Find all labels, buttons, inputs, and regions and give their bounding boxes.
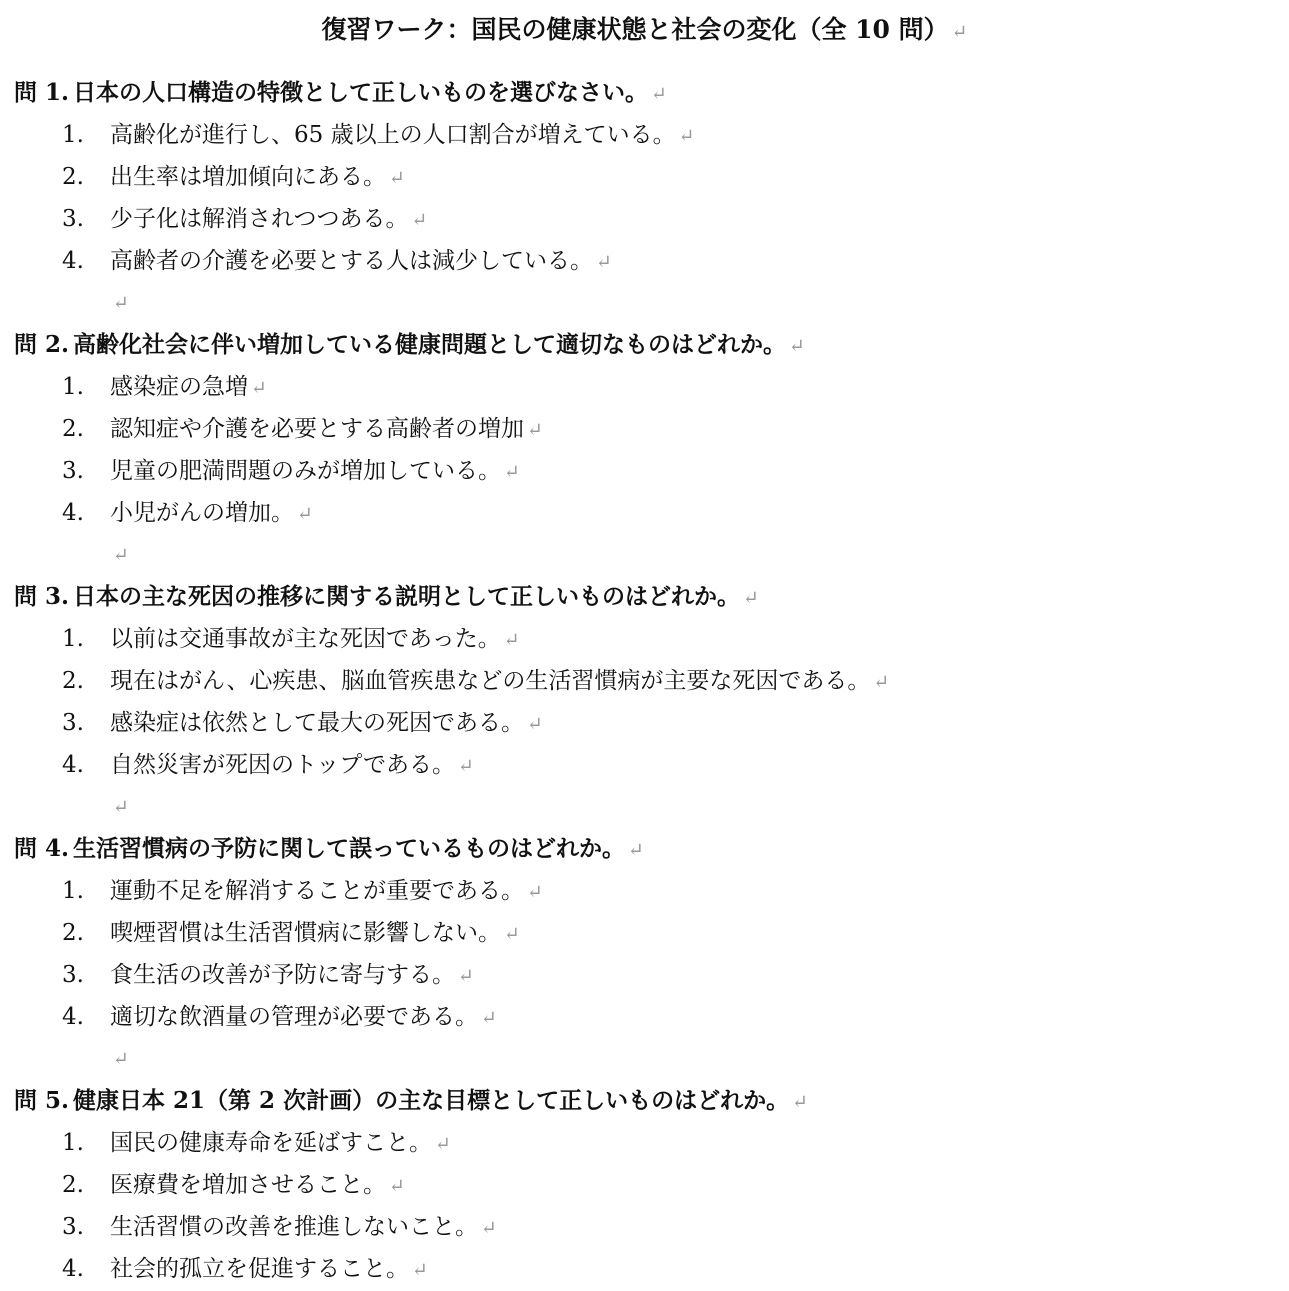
paragraph-mark-icon: ↵ <box>458 755 474 777</box>
question-1-options <box>14 114 1274 282</box>
question-1-prompt <box>14 72 1274 114</box>
option-text: 少子化は解消されつつある。 <box>110 206 409 232</box>
question-text: 日本の主な死因の推移に関する説明として正しいものはどれか。 <box>73 583 741 610</box>
paragraph-mark-icon: ↵ <box>792 1091 808 1113</box>
paragraph-mark-icon: ↵ <box>951 21 968 43</box>
option-text: 国民の健康寿命を延ばすこと。 <box>110 1130 432 1156</box>
option-number: 2. <box>62 668 84 694</box>
question-3-prompt <box>14 576 1274 618</box>
option-item <box>14 744 1274 786</box>
option-number: 1. <box>62 374 84 400</box>
question-2-options <box>14 366 1274 534</box>
paragraph-mark-icon: ↵ <box>113 796 129 818</box>
option-item <box>14 660 1274 702</box>
option-item <box>14 702 1274 744</box>
paragraph-mark-icon: ↵ <box>389 167 405 189</box>
paragraph-mark-icon: ↵ <box>651 83 667 105</box>
paragraph-mark-icon: ↵ <box>435 1133 451 1155</box>
question-3-options <box>14 618 1274 786</box>
question-4 <box>14 828 1274 1080</box>
question-number: 問 1. <box>14 79 70 106</box>
question-number: 問 5. <box>14 1087 70 1114</box>
option-item <box>14 870 1274 912</box>
empty-paragraph <box>14 282 1274 324</box>
paragraph-mark-icon: ↵ <box>527 881 543 903</box>
paragraph-mark-icon: ↵ <box>873 671 890 693</box>
option-number: 2. <box>62 1172 84 1198</box>
question-5-options <box>14 1122 1274 1290</box>
question-text: 日本の人口構造の特徴として正しいものを選びなさい。 <box>73 79 649 106</box>
empty-paragraph <box>14 1038 1274 1080</box>
option-item <box>14 492 1274 534</box>
option-item <box>14 408 1274 450</box>
paragraph-mark-icon: ↵ <box>297 503 313 525</box>
question-text: 高齢化社会に伴い増加している健康問題として適切なものはどれか。 <box>73 331 787 358</box>
option-text: 高齢化が進行し、65 歳以上の人口割合が増えている。 <box>110 122 676 148</box>
option-number: 4. <box>62 1004 84 1030</box>
option-text: 高齢者の介護を必要とする人は減少している。 <box>110 248 593 274</box>
option-number: 3. <box>62 962 84 988</box>
option-number: 3. <box>62 1214 84 1240</box>
paragraph-mark-icon: ↵ <box>412 1259 428 1281</box>
option-number: 4. <box>62 248 84 274</box>
option-item <box>14 156 1274 198</box>
worksheet-title-text: 復習ワーク：国民の健康状態と社会の変化（全 10 問） <box>321 15 949 44</box>
paragraph-mark-icon: ↵ <box>481 1007 497 1029</box>
paragraph-mark-icon: ↵ <box>411 209 428 231</box>
question-number: 問 4. <box>14 835 70 862</box>
option-number: 3. <box>62 710 84 736</box>
option-item <box>14 912 1274 954</box>
option-item <box>14 1122 1274 1164</box>
option-text: 自然災害が死因のトップである。 <box>110 752 455 778</box>
option-text: 喫煙習慣は生活習慣病に影響しない。 <box>110 920 501 946</box>
question-number: 問 2. <box>14 331 70 358</box>
paragraph-mark-icon: ↵ <box>251 377 267 399</box>
option-item <box>14 240 1274 282</box>
question-2 <box>14 324 1274 576</box>
option-number: 3. <box>62 458 84 484</box>
option-number: 2. <box>62 164 84 190</box>
paragraph-mark-icon: ↵ <box>504 461 520 483</box>
paragraph-mark-icon: ↵ <box>678 125 695 147</box>
paragraph-mark-icon: ↵ <box>527 713 543 735</box>
option-number: 3. <box>62 206 84 232</box>
option-text: 社会的孤立を促進すること。 <box>110 1256 409 1282</box>
option-text: 感染症は依然として最大の死因である。 <box>110 710 524 736</box>
option-number: 2. <box>62 416 84 442</box>
option-item <box>14 450 1274 492</box>
worksheet-title <box>0 12 1289 50</box>
question-2-prompt <box>14 324 1274 366</box>
question-text: 生活習慣病の予防に関して誤っているものはどれか。 <box>73 835 626 862</box>
option-number: 1. <box>62 1130 84 1156</box>
question-text: 健康日本 21（第 2 次計画）の主な目標として正しいものはどれか。 <box>73 1087 790 1114</box>
option-number: 2. <box>62 920 84 946</box>
option-text: 出生率は増加傾向にある。 <box>110 164 386 190</box>
option-text: 医療費を増加させること。 <box>110 1172 386 1198</box>
option-text: 現在はがん、心疾患、脳血管疾患などの生活習慣病が主要な死因である。 <box>110 668 871 694</box>
paragraph-mark-icon: ↵ <box>113 292 129 314</box>
option-text: 児童の肥満問題のみが増加している。 <box>110 458 501 484</box>
option-text: 生活習慣の改善を推進しないこと。 <box>110 1214 478 1240</box>
paragraph-mark-icon: ↵ <box>628 839 644 861</box>
paragraph-mark-icon: ↵ <box>596 251 612 273</box>
empty-paragraph <box>14 786 1274 828</box>
option-number: 4. <box>62 1256 84 1282</box>
paragraph-mark-icon: ↵ <box>503 629 520 651</box>
option-item <box>14 996 1274 1038</box>
paragraph-mark-icon: ↵ <box>113 1048 129 1070</box>
paragraph-mark-icon: ↵ <box>458 965 474 987</box>
option-text: 食生活の改善が予防に寄与する。 <box>110 962 455 988</box>
option-text: 適切な飲酒量の管理が必要である。 <box>110 1004 478 1030</box>
option-number: 4. <box>62 752 84 778</box>
paragraph-mark-icon: ↵ <box>743 587 759 609</box>
option-text: 運動不足を解消することが重要である。 <box>110 878 524 904</box>
option-item <box>14 1206 1274 1248</box>
option-text: 小児がんの増加。 <box>110 500 294 526</box>
question-list <box>14 72 1274 1290</box>
question-5-prompt <box>14 1080 1274 1122</box>
question-5 <box>14 1080 1274 1290</box>
option-item <box>14 618 1274 660</box>
option-number: 1. <box>62 626 84 652</box>
option-item <box>14 1248 1274 1290</box>
option-item <box>14 114 1274 156</box>
question-4-options <box>14 870 1274 1038</box>
paragraph-mark-icon: ↵ <box>113 544 129 566</box>
option-number: 1. <box>62 878 84 904</box>
option-number: 4. <box>62 500 84 526</box>
paragraph-mark-icon: ↵ <box>789 335 805 357</box>
question-1 <box>14 72 1274 324</box>
option-text: 以前は交通事故が主な死因であった。 <box>110 626 501 652</box>
option-item <box>14 366 1274 408</box>
option-item <box>14 954 1274 996</box>
paragraph-mark-icon: ↵ <box>481 1217 497 1239</box>
option-number: 1. <box>62 122 84 148</box>
option-item <box>14 198 1274 240</box>
paragraph-mark-icon: ↵ <box>527 419 543 441</box>
question-4-prompt <box>14 828 1274 870</box>
empty-paragraph <box>14 534 1274 576</box>
option-item <box>14 1164 1274 1206</box>
option-text: 感染症の急増 <box>110 374 248 400</box>
paragraph-mark-icon: ↵ <box>504 923 520 945</box>
paragraph-mark-icon: ↵ <box>389 1175 405 1197</box>
question-3 <box>14 576 1274 828</box>
question-number: 問 3. <box>14 583 70 610</box>
option-text: 認知症や介護を必要とする高齢者の増加 <box>110 416 524 442</box>
